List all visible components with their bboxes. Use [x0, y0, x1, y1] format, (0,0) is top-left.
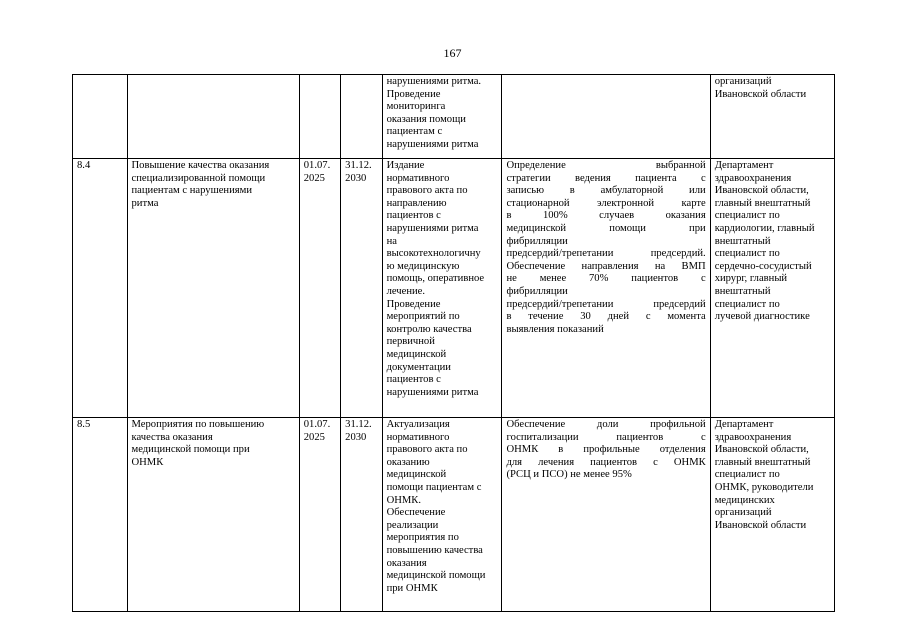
text-line: главный внештатный — [714, 197, 811, 209]
measure-name — [127, 159, 299, 418]
text-line: записью в амбулаторной или — [506, 185, 706, 197]
table-row — [73, 418, 835, 612]
text-line: нормативного — [386, 431, 450, 443]
text-line: госпитализации пациентов с — [506, 431, 706, 443]
text-line: специалист по — [714, 298, 780, 310]
text-line: 31.12. — [345, 419, 372, 430]
text-line: нарушениями ритма. — [386, 76, 482, 87]
text-line: ОНМК — [131, 456, 164, 468]
text-line: 2025 — [303, 431, 325, 443]
text-line: специалист по — [714, 469, 780, 481]
text-line: стационарной электронной карте — [506, 197, 706, 209]
text-line: правового акта по — [386, 185, 468, 197]
text-line: нарушениями ритма — [386, 222, 479, 234]
actions — [382, 159, 502, 418]
text-line: мероприятий по — [386, 311, 460, 323]
text-line: направлению — [386, 197, 447, 209]
text-line: Обеспечение доли профильной — [506, 419, 706, 430]
continuation-row — [73, 75, 835, 159]
start-date — [299, 159, 340, 418]
text-line: нарушениями ритма — [386, 386, 479, 398]
text-line: первичной — [386, 336, 435, 348]
text-line: контролю качества — [386, 323, 472, 335]
text-line: на — [386, 235, 397, 247]
row-number: 8.5 — [73, 418, 128, 612]
text-line: ОНМК в профильные отделения — [506, 444, 706, 456]
text-line: медицинской помощи — [386, 570, 486, 582]
row-number: 8.4 — [73, 159, 128, 418]
text-line: пациентов с — [386, 210, 441, 222]
text-line: правового акта по — [386, 444, 468, 456]
text-line: организаций — [714, 507, 772, 519]
text-line: здравоохранения — [714, 431, 792, 443]
text-line: 2030 — [345, 431, 367, 443]
text-line: в 100% случаев оказания — [506, 210, 706, 222]
text-line: медицинской помощи при — [131, 444, 250, 456]
text-line: пациентов с — [386, 374, 441, 386]
text-line: Повышение качества оказания — [131, 160, 270, 171]
text-line: внештатный — [714, 235, 771, 247]
cell-responsible — [710, 75, 834, 159]
text-line: Издание — [386, 160, 425, 171]
text-line: сердечно-сосудистый — [714, 260, 812, 272]
text-line: нарушениями ритма — [386, 138, 479, 150]
text-line: Мероприятия по повышению — [131, 419, 265, 430]
text-line: мероприятия по — [386, 532, 459, 544]
text-line: пациентам с — [386, 126, 443, 138]
text-line: (РСЦ и ПСО) не менее 95% — [506, 469, 632, 481]
text-line: ОНМК, руководители — [714, 481, 814, 493]
text-line: Департамент — [714, 160, 774, 171]
text-line: 01.07. — [303, 160, 331, 171]
cell-actions — [382, 75, 502, 159]
text-line: 01.07. — [303, 419, 331, 430]
text-line: фибрилляции — [506, 285, 568, 297]
text-line: качества оказания — [131, 431, 213, 443]
text-line: повышению качества — [386, 544, 483, 556]
action-plan-table — [72, 74, 835, 612]
text-line: оказания помощи — [386, 113, 466, 125]
text-line: ю медицинскую — [386, 260, 460, 272]
text-line: Ивановской области, — [714, 444, 809, 456]
cell-name-empty — [127, 75, 299, 159]
text-line: высокотехнологичну — [386, 248, 481, 260]
cell-start-empty — [299, 75, 340, 159]
text-line: Актуализация — [386, 419, 450, 430]
text-line: Обеспечение направления на ВМП — [506, 260, 706, 272]
text-line: хирург, главный — [714, 273, 788, 285]
text-line: мониторинга — [386, 101, 446, 113]
text-line: для лечения пациентов с ОНМК — [506, 456, 706, 468]
text-line: реализации — [386, 519, 439, 531]
text-line: медицинской — [386, 469, 447, 481]
text-line: Ивановской области — [714, 519, 807, 531]
table-row — [73, 159, 835, 418]
text-line: 2025 — [303, 172, 325, 184]
text-line: 31.12. — [345, 160, 372, 171]
expected-result — [502, 418, 710, 612]
responsible — [710, 159, 834, 418]
text-line: нормативного — [386, 172, 450, 184]
cell-result-empty — [502, 75, 710, 159]
text-line: 2030 — [345, 172, 367, 184]
cell-end-empty — [341, 75, 382, 159]
text-line: специализированной помощи — [131, 172, 266, 184]
text-line: лучевой диагностике — [714, 311, 810, 323]
text-line: Проведение — [386, 88, 441, 100]
text-line: ОНМК. — [386, 494, 422, 506]
page-number: 167 — [443, 46, 462, 60]
text-line: фибрилляции — [506, 235, 568, 247]
text-line: в течение 30 дней с момента — [506, 311, 706, 323]
text-line: пациентам с нарушениями — [131, 185, 253, 197]
start-date — [299, 418, 340, 612]
text-line: ритма — [131, 197, 159, 209]
text-line: специалист по — [714, 210, 780, 222]
text-line: Обеспечение — [386, 507, 446, 519]
cell-num-empty — [73, 75, 128, 159]
text-line: Проведение — [386, 298, 441, 310]
text-line: выявления показаний — [506, 323, 604, 335]
text-line: Ивановской области — [714, 88, 807, 100]
measure-name — [127, 418, 299, 612]
text-line: Департамент — [714, 419, 774, 430]
text-line: Ивановской области, — [714, 185, 809, 197]
text-line: лечение. — [386, 285, 426, 297]
text-line: медицинской помощи при — [506, 222, 706, 234]
text-line: главный внештатный — [714, 456, 811, 468]
text-line: специалист по — [714, 248, 780, 260]
text-line: медицинских — [714, 494, 775, 506]
text-line: Определение выбранной — [506, 160, 706, 171]
text-line: стратегии ведения пациента с — [506, 172, 706, 184]
actions — [382, 418, 502, 612]
expected-result — [502, 159, 710, 418]
text-line: оказанию — [386, 456, 430, 468]
responsible — [710, 418, 834, 612]
text-line: здравоохранения — [714, 172, 792, 184]
text-line: при ОНМК — [386, 582, 438, 594]
text-line: помощи пациентам с — [386, 481, 482, 493]
text-line: предсердий/трепетании предсердий — [506, 298, 706, 310]
end-date — [341, 159, 382, 418]
text-line: кардиологии, главный — [714, 222, 815, 234]
text-line: предсердий/трепетании предсердий. — [506, 248, 706, 260]
text-line: внештатный — [714, 285, 771, 297]
text-line: документации — [386, 361, 451, 373]
text-line: организаций — [714, 76, 772, 87]
text-line: не менее 70% пациентов с — [506, 273, 706, 285]
text-line: оказания — [386, 557, 427, 569]
end-date — [341, 418, 382, 612]
text-line: помощь, оперативное — [386, 273, 485, 285]
text-line: медицинской — [386, 348, 447, 360]
